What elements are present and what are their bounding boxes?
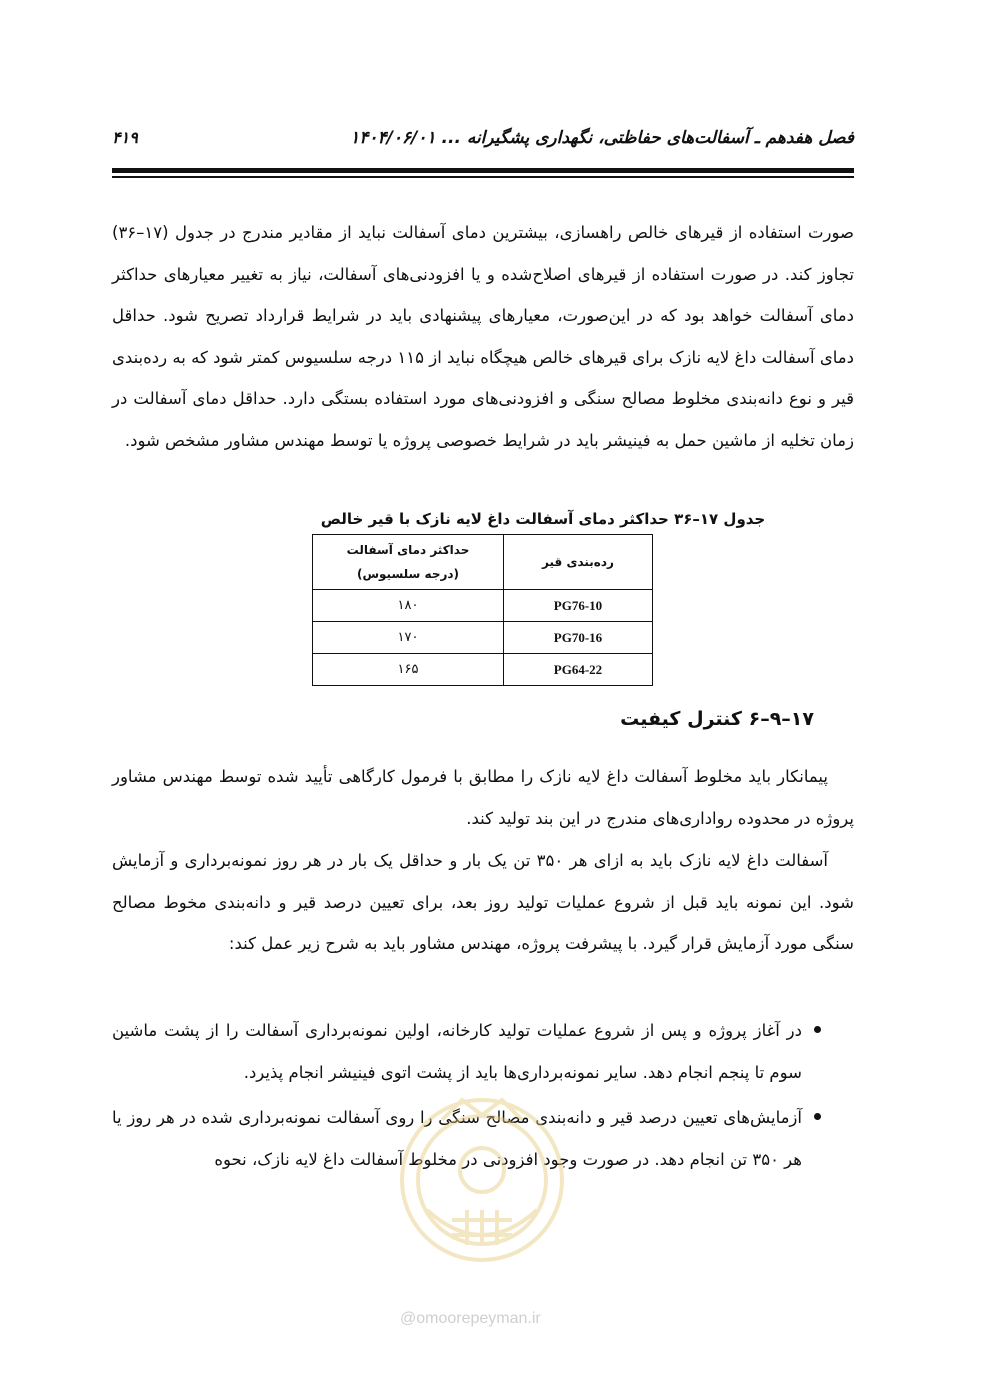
table-header-row	[313, 535, 653, 590]
header-grade: رده‌بندی قیر	[504, 535, 653, 590]
list-item-text: آزمایش‌های تعیین درصد قیر و دانه‌بندی مصالح سنگی را روی آسفالت نمونه‌برداری شده در هر روز یا هر ۳۵۰ تن انجام دهد. در صورت وجود افزودنی در مخلوط آسفالت داغ لایه نازک، نحوه	[112, 1108, 802, 1169]
grade-cell: PG70-16	[504, 622, 653, 654]
bullet-dot-icon	[814, 1113, 821, 1120]
header-temp	[313, 535, 504, 590]
watermark-text: @omoorepeyman.ir	[400, 1310, 541, 1327]
bullet-dot-icon	[814, 1026, 821, 1033]
grade-cell: PG76-10	[504, 590, 653, 622]
table-caption	[112, 510, 854, 528]
header-rule-thin	[112, 176, 854, 178]
section-paragraph-2: آسفالت داغ لایه نازک باید به ازای هر ۳۵۰ تن یک بار و حداقل یک بار در هر روز نمونه‌برداری و آزمایش شود. این نمونه باید قبل از شروع عملیات تولید روز بعد، برای تعیین درصد قیر و دانه‌بندی مخوط مصالح سنگی مورد آزمایش قرار گیرد. با پیشرفت پروژه، مهندس مشاور باید به شرح زیر عمل کند:	[112, 851, 854, 953]
header-title: فصل هفدهم ـ آسفالت‌های حفاظتی، نگهداری پشگیرانه ... ۱۴۰۴/۰۶/۰۱	[350, 128, 854, 148]
page-header	[112, 128, 854, 158]
table-row	[313, 590, 653, 622]
section-heading: ۱۷–۹–۶ کنترل کیفیت	[620, 708, 814, 730]
temp-cell: ۱۶۵	[313, 654, 504, 686]
watermark-logo-icon	[382, 1060, 582, 1320]
temp-cell: ۱۸۰	[313, 590, 504, 622]
table-row	[313, 654, 653, 686]
header-temp-line2: (درجه سلسیوس)	[356, 567, 460, 581]
table-row	[313, 622, 653, 654]
section-paragraph-1: پیمانکار باید مخلوط آسفالت داغ لایه نازک را مطابق با فرمول کارگاهی تأیید شده توسط مهندس مشاور پروژه در محدوده رواداری‌های مندرج در این بند تولید کند.	[112, 767, 854, 828]
temperature-table	[312, 534, 653, 686]
temp-cell: ۱۷۰	[313, 622, 504, 654]
intro-paragraph: صورت استفاده از قیرهای خالص راهسازی، بیشترین دمای آسفالت نباید از مقادیر مندرج در جدول (۱۷–۳۶) تجاوز کند. در صورت استفاده از قیرهای اصلاح‌شده و یا افزودنی‌های آسفالت، نیاز به تغییر معیارهای حداکثر دمای آسفالت خواهد بود که در این‌صورت، معیارهای پیشنهادی باید در شرایط قرارداد تصریح شود. حداقل دمای آسفالت داغ لایه نازک برای قیرهای خالص هیچگاه نباید از ۱۱۵ درجه سلسیوس کمتر شود که به رده‌بندی قیر و نوع دانه‌بندی مخلوط مصالح سنگی و افزودنی‌های مورد استفاده بستگی دارد. حداقل دمای آسفالت در زمان تخلیه از ماشین حمل به فینیشر باید در شرایط خصوصی پروژه یا توسط مهندس مشاور مشخص شود.	[112, 223, 854, 450]
list-item-text: در آغاز پروژه و پس از شروع عملیات تولید کارخانه، اولین نمونه‌برداری آسفالت را از پشت ماشین سوم تا پنجم انجام دهد. سایر نمونه‌برداری‌ها باید از پشت اتوی فینیشر انجام پذیرد.	[112, 1021, 802, 1082]
header-temp-line1: حداکثر دمای آسفالت	[346, 543, 470, 557]
table-caption-text: جدول ۱۷–۳۶ حداکثر دمای آسفالت داغ لایه نازک با قیر خالص	[320, 510, 766, 528]
grade-cell: PG64-22	[504, 654, 653, 686]
page-number: ۴۱۹	[112, 128, 138, 147]
header-rule-thick	[112, 168, 854, 173]
